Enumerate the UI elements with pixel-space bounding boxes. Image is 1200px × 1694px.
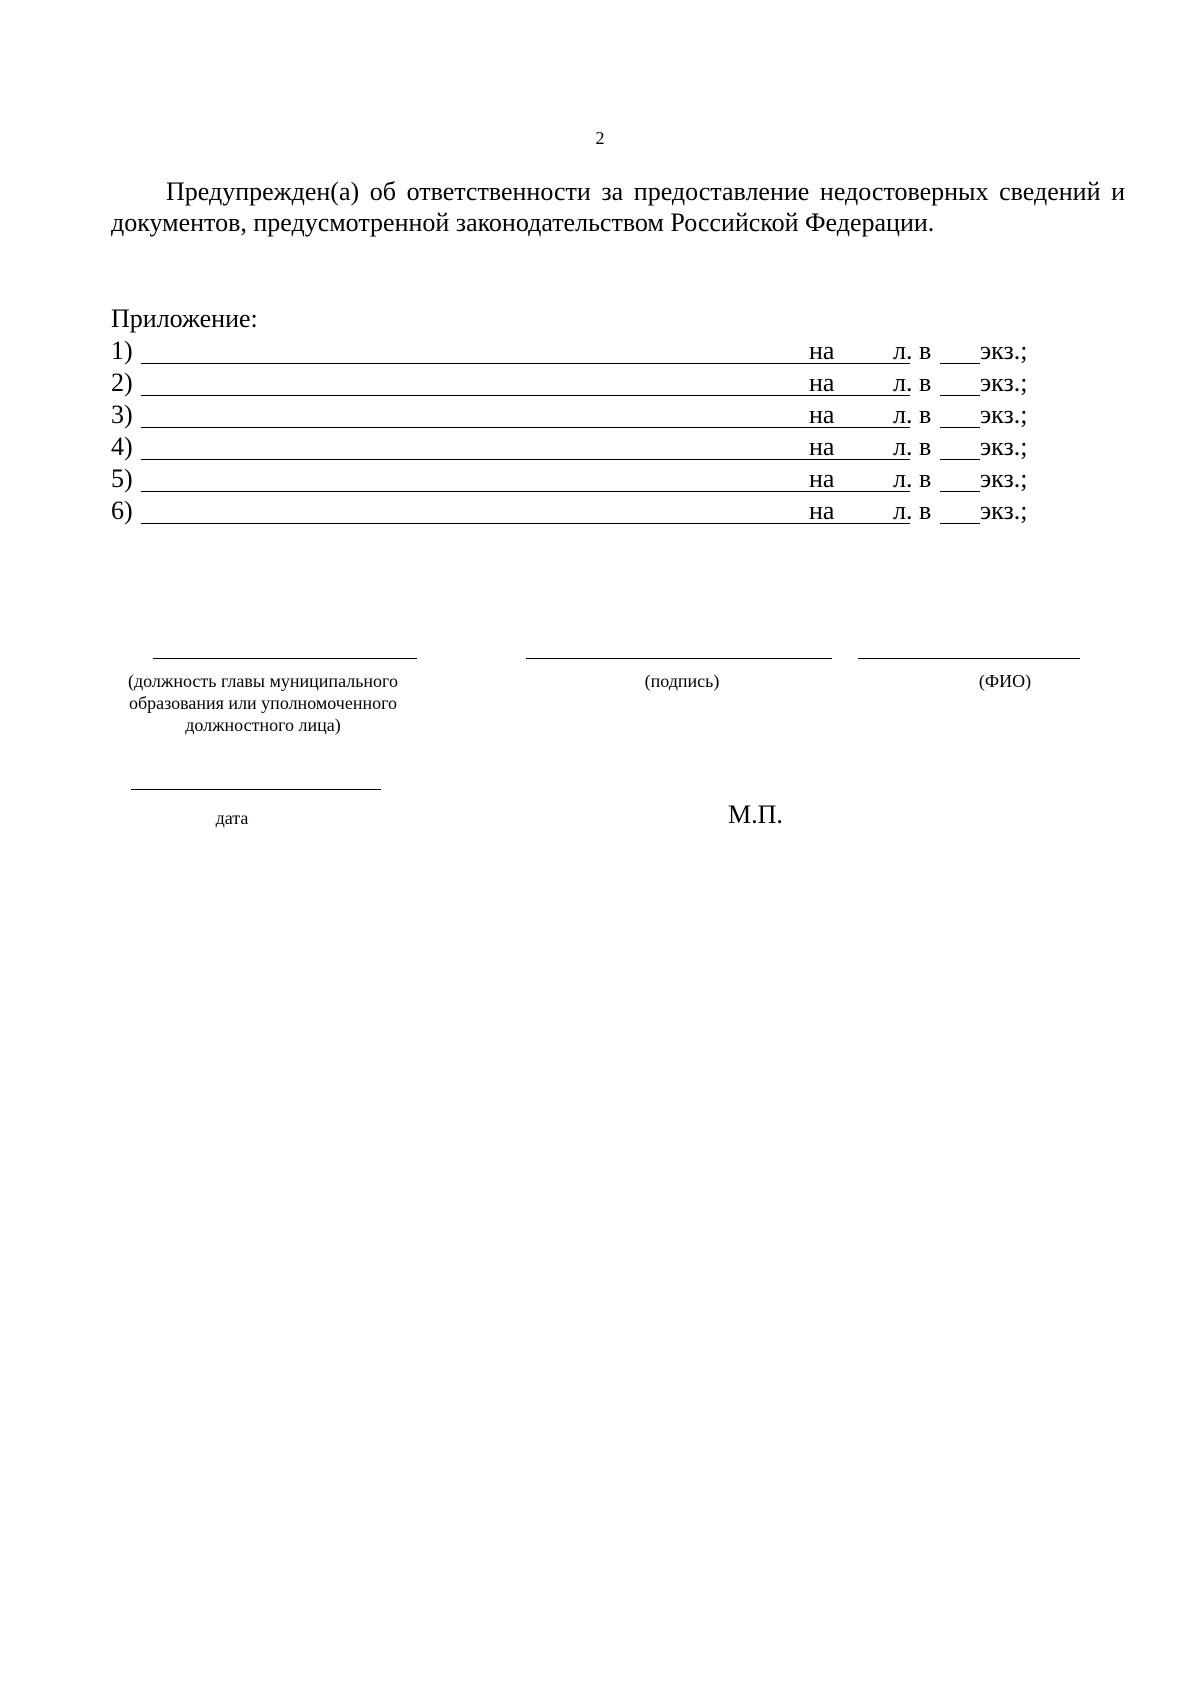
attachment-item-number: 6) [111,496,133,525]
attachment-list [111,336,1051,528]
on-label: на [809,496,835,525]
page-number: 2 [595,128,605,148]
copies-count-field[interactable] [940,459,980,460]
sheets-label: л. в [893,400,932,429]
attachment-item-number: 2) [111,368,133,397]
sheets-count-field[interactable] [847,491,891,492]
attachment-item-number: 3) [111,400,133,429]
sheets-count-field[interactable] [847,523,891,524]
copies-label: экз.; [980,496,1028,525]
attachment-heading: Приложение: [111,304,258,333]
attachment-item [111,496,1051,528]
signature-caption: (подпись) [644,671,720,691]
attachment-name-field[interactable] [141,395,910,396]
sheets-count-field[interactable] [847,363,891,364]
copies-count-field[interactable] [940,395,980,396]
on-label: на [809,400,835,429]
attachment-name-field[interactable] [141,459,910,460]
sheets-label: л. в [893,464,932,493]
sheets-count-field[interactable] [847,427,891,428]
attachment-name-field[interactable] [141,491,910,492]
attachment-item [111,464,1051,496]
copies-label: экз.; [980,400,1028,429]
attachment-name-field[interactable] [141,363,910,364]
copies-count-field[interactable] [940,523,980,524]
attachment-item [111,336,1051,368]
on-label: на [809,432,835,461]
attachment-item-number: 5) [111,464,133,493]
sheets-label: л. в [893,368,932,397]
copies-label: экз.; [980,432,1028,461]
copies-count-field[interactable] [940,427,980,428]
full-name-line[interactable] [858,658,1080,659]
attachment-item [111,400,1051,432]
attachment-name-field[interactable] [141,427,910,428]
on-label: на [809,336,835,365]
attachment-item-number: 1) [111,336,133,365]
attachment-item [111,432,1051,464]
liability-warning: Предупрежден(а) об ответственности за предоставление недостоверных сведений и документов, предусмотренной законодательством Российской Федерации. [111,177,1125,237]
position-line[interactable] [153,658,417,659]
sheets-count-field[interactable] [847,395,891,396]
sheets-label: л. в [893,432,932,461]
date-line[interactable] [131,789,381,790]
attachment-name-field[interactable] [141,523,910,524]
copies-count-field[interactable] [940,491,980,492]
sheets-count-field[interactable] [847,459,891,460]
full-name-caption: (ФИО) [978,671,1032,691]
date-caption: дата [215,808,249,828]
position-caption: (должность главы муниципального образования или уполномоченного должностного лица) [128,671,398,735]
copies-label: экз.; [980,464,1028,493]
on-label: на [809,464,835,493]
signature-line[interactable] [526,658,832,659]
sheets-label: л. в [893,496,932,525]
attachment-item-number: 4) [111,432,133,461]
copies-label: экз.; [980,336,1028,365]
seal-place-label: М.П. [728,800,783,829]
copies-count-field[interactable] [940,363,980,364]
sheets-label: л. в [893,336,932,365]
attachment-item [111,368,1051,400]
on-label: на [809,368,835,397]
copies-label: экз.; [980,368,1028,397]
